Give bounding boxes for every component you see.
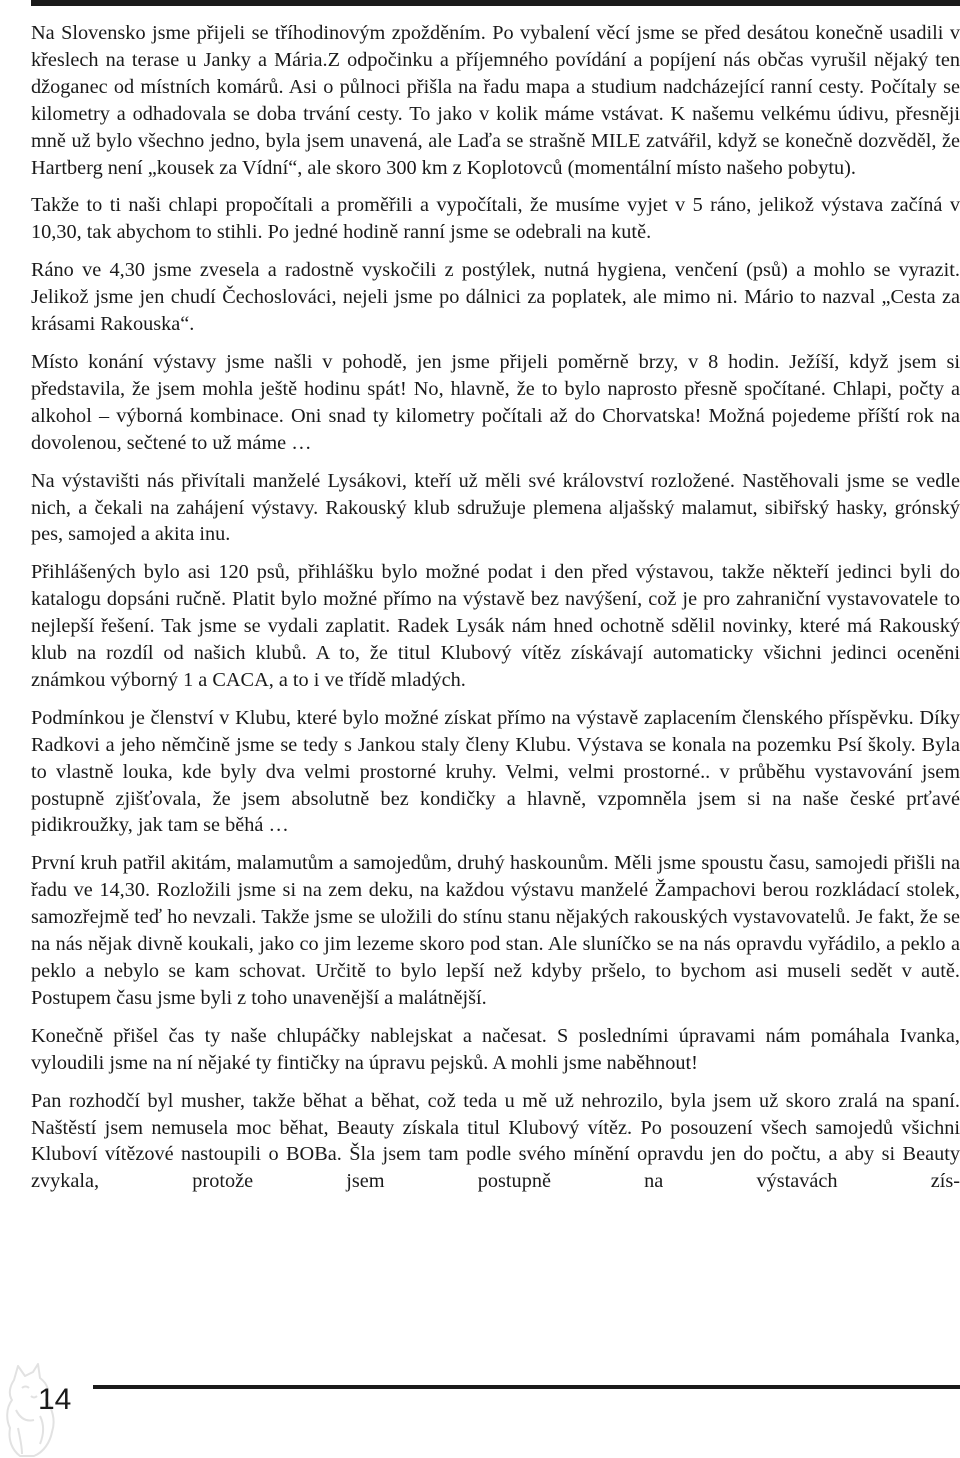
paragraph-2: Takže to ti naši chlapi propočítali a proměřili a vypočítali, že musíme vyjet v 5 ráno, jelikož výstava začíná v 10,30, tak abychom to stihli. Po jedné hodině ranní jsme se odebrali na kutě.	[31, 194, 960, 244]
paragraph-7: Podmínkou je členství v Klubu, které bylo možné získat přímo na výstavě zaplacením členského příspěvku. Díky Radkovi a jeho němčině jsme se tedy s Jankou staly členy Klubu. Výstava se konala na pozemku Psí školy. Byla to vlastně louka, kde byly dva velmi prostorné kruhy. Velmi, velmi prostorné.. v průběhu vystavování jsem postupně zjišťovala, že jsem absolutně bez kondičky a hlavně, vzpomněla jsem si na naše české prťavé pidikroužky, jak tam se běhá …	[31, 706, 960, 837]
article-body	[31, 20, 960, 1206]
paragraph-6: Přihlášených bylo asi 120 psů, přihlášku bylo možné podat i den před výstavou, takže někteří jedinci byli do katalogu dopsáni ručně. Platit bylo možné přímo na výstavě bez navýšení, což je pro zahraniční vystavovatele to nejlepší řešení. Tak jsme se vydali zaplatit. Radek Lysák nám hned ochotně sdělil novinky, které má Rakouský klub na rozdíl od našich klubů. A to, že titul Klubový vítěz získávají automaticky všichni jedinci oceněni známkou výborný 1 a CACA, a to i ve třídě mladých.	[31, 561, 960, 691]
top-rule	[31, 0, 960, 6]
footer-rule	[93, 1385, 960, 1389]
paragraph-9: Konečně přišel čas ty naše chlupáčky nablejskat a načesat. S posledními úpravami nám pomáhala Ivanka, vyloudili jsme na ní nějaké ty fintičky na úpravu pejsků. A mohli jsme naběhnout!	[31, 1024, 960, 1074]
paragraph-5: Na výstavišti nás přivítali manželé Lysákovi, kteří už měli své království rozložené. Nastěhovali jsme se vedle nich, a čekali na zahájení výstavy. Rakouský klub sdružuje plemena aljašský malamut, sibiřský hasky, grónský pes, samojed a akita inu.	[31, 469, 960, 546]
paragraph-8: První kruh patřil akitám, malamutům a samojedům, druhý haskounům. Měli jsme spoustu času, samojedi přišli na řadu ve 14,30. Rozložili jsme si na zem deku, na každou výstavu manželé Žampachovi berou rozkládací stolek, samozřejmě teď ho nevzali. Takže jsme se uložili do stínu stanu nějakých rakouských vystavovatelů. Je fakt, že se na nás nějak divně koukali, jako co jim lezeme skoro pod stan. Ale sluníčko se na nás opravdu vyřádilo, a peklo a peklo a nebylo se kam schovat. Určitě to bylo lepší než kdyby pršelo, to bychom asi museli sedět v autě. Postupem času jsme byli z toho unavenější a malátnější.	[31, 852, 960, 1009]
paragraph-4: Místo konání výstavy jsme našli v pohodě, jen jsme přijeli poměrně brzy, v 8 hodin. Ježíší, když jsem si představila, že jsem mohla ještě hodinu spát! No, hlavně, že to bylo naprosto přesně spočítané. Chlapi, počty a alkohol – výborná kombinace. Oni snad ty kilometry počítali až do Chorvatska! Možná pojedeme příští rok na dovolenou, sečtené to už máme …	[31, 350, 960, 454]
page-number: 14	[38, 1383, 72, 1416]
paragraph-1: Na Slovensko jsme přijeli se tříhodinovým zpožděním. Po vybalení věcí jsme se před desátou konečně usadili v křeslech na terase u Janky a Mária.Z odpočinku a příjemného povídání a popíjení nás občas vyrušil nějaký ten džoganec od místních komárů. Asi o půlnoci přišla na řadu mapa a studium nadcházející ranní cesty. Počítaly se kilometry a odhadovala se doba trvání cesty. To jako v kolik máme vstávat. K našemu velkému údivu, přesněji mně už bylo všechno jedno, byla jsem unavená, ale Laďa se strašně MILE zatvářil, když se konečně dozvěděl, že Hartberg není „kousek za Vídní“, ale skoro 300 km z Koplotovců (momentální místo našeho pobytu).	[31, 22, 960, 179]
paragraph-10: Pan rozhodčí byl musher, takže běhat a běhat, což teda u mě už nehrozilo, byla jsem už skoro zralá na spaní. Naštěstí jsem nemusela moc běhat, Beauty získala titul Klubový vítěz. Po posouzení všech samojedů všichni Kluboví vítězové nastoupili o BOBa. Šla jsem tam podle svého mínění opravdu jen do počtu, a aby si Beauty zvykala, protože jsem postupně na výstavách zís-	[31, 1089, 960, 1193]
paragraph-3: Ráno ve 4,30 jsme zvesela a radostně vyskočili z postýlek, nutná hygiena, venčení (psů) a mohlo se vyrazit. Jelikož jsme jen chudí Čechoslováci, nejeli jsme po dálnici za poplatek, ale mimo ni. Mário to nazval „Cesta za krásami Rakouska“.	[31, 259, 960, 336]
